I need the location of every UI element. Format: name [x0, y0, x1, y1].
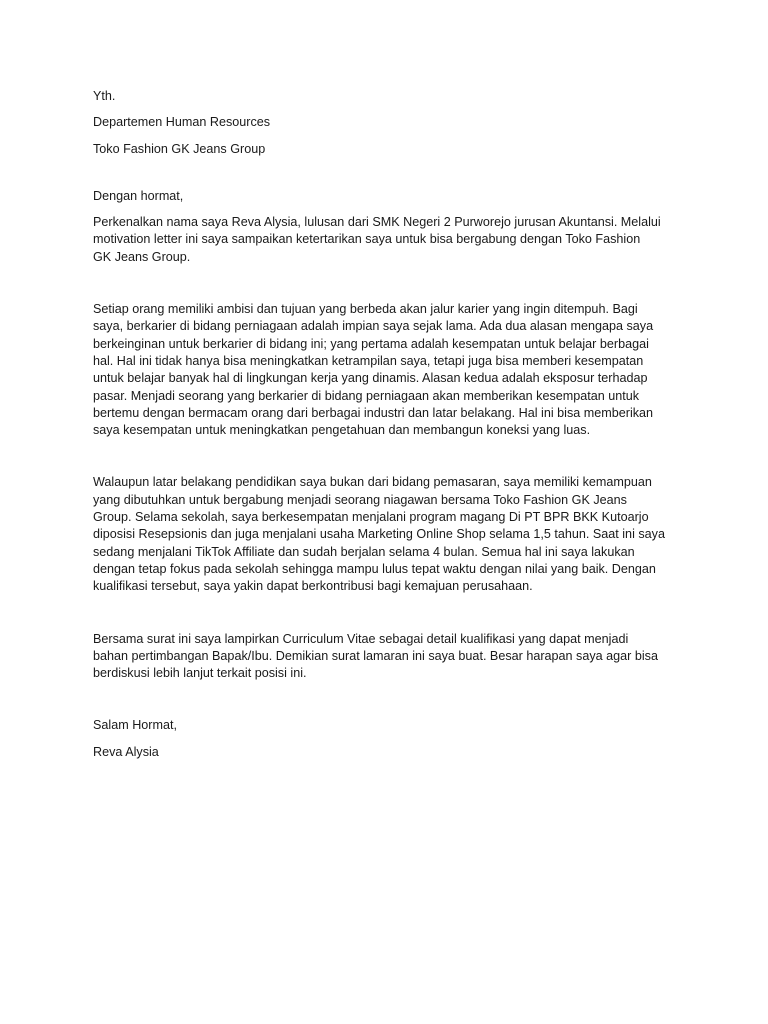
paragraph-line: Perkenalkan nama saya Reva Alysia, lulusan dari SMK Negeri 2 Purworejo jurusan Akuntansi. Melalui: [93, 215, 661, 230]
paragraph-line: diposisi Resepsionis dan juga menjalani usaha Marketing Online Shop selama 1,5 tahun. Saat ini saya: [93, 527, 665, 542]
paragraph-line: hal. Hal ini tidak hanya bisa meningkatkan ketrampilan saya, tetapi juga bisa memberi kesempatan: [93, 353, 644, 368]
paragraph-line: GK Jeans Group.: [93, 249, 191, 264]
paragraph-line: bertemu dengan bermacam orang dari berbagai industri dan latar belakang. Hal ini bisa memberikan: [93, 405, 654, 420]
paragraph-line: saya, berkarier di bidang perniagaan adalah impian saya sejak lama. Ada dua alasan mengapa saya: [93, 319, 654, 334]
paragraph-line: bahan pertimbangan Bapak/Ibu. Demikian surat lamaran ini saya buat. Besar harapan saya agar bisa: [93, 648, 658, 663]
paragraph-line: Bersama surat ini saya lampirkan Curriculum Vitae sebagai detail kualifikasi yang dapat menjadi: [93, 631, 629, 646]
recipient-company: Toko Fashion GK Jeans Group: [93, 141, 266, 156]
paragraph-line: Walaupun latar belakang pendidikan saya bukan dari bidang pemasaran, saya memiliki kemampuan: [93, 475, 652, 490]
paragraph-line: untuk belajar banyak hal di lingkungan kerja yang dinamis. Alasan kedua adalah eksposur terhadap: [93, 371, 648, 386]
recipient-department: Departemen Human Resources: [93, 115, 271, 130]
greeting: Dengan hormat,: [93, 188, 184, 203]
paragraph-line: berdiskusi lebih lanjut terkait posisi ini.: [93, 666, 307, 681]
paragraph-closing-statement: [93, 631, 683, 683]
paragraph-line: saya kesempatan untuk meningkatkan pengetahuan dan membangun koneksi yang luas.: [93, 423, 591, 438]
paragraph-motivation: [93, 301, 683, 439]
signature-name: Reva Alysia: [93, 744, 159, 759]
paragraph-line: sedang menjalani TikTok Affiliate dan sudah berjalan selama 4 bulan. Semua hal ini saya lakukan: [93, 544, 635, 559]
paragraph-line: dengan tetap fokus pada sekolah sehingga mampu lulus tepat waktu dengan nilai yang baik. Dengan: [93, 561, 656, 576]
paragraph-line: yang dibutuhkan untuk bergabung menjadi seorang niagawan bersama Toko Fashion GK Jeans: [93, 492, 627, 507]
paragraph-line: motivation letter ini saya sampaikan ketertarikan saya untuk bisa bergabung dengan Toko Fashion: [93, 232, 641, 247]
paragraph-line: kualifikasi tersebut, saya yakin dapat berkontribusi bagi kemajuan perusahaan.: [93, 579, 533, 594]
paragraph-line: berkeinginan untuk berkarier di bidang ini; yang pertama adalah kesempatan untuk belajar berbagai: [93, 336, 649, 351]
motivation-letter: [93, 88, 683, 761]
paragraph-qualifications: [93, 474, 683, 595]
paragraph-line: Group. Selama sekolah, saya berkesempatan menjalani program magang Di PT BPR BKK Kutoarjo: [93, 510, 649, 525]
closing: Salam Hormat,: [93, 718, 177, 733]
paragraph-introduction: [93, 214, 683, 266]
paragraph-line: Setiap orang memiliki ambisi dan tujuan yang berbeda akan jalur karier yang ingin ditempuh. Bagi: [93, 302, 638, 317]
paragraph-line: pasar. Menjadi seorang yang berkarier di bidang perniagaan akan memberikan kesempatan untuk: [93, 388, 640, 403]
salutation-to: Yth.: [93, 89, 116, 103]
